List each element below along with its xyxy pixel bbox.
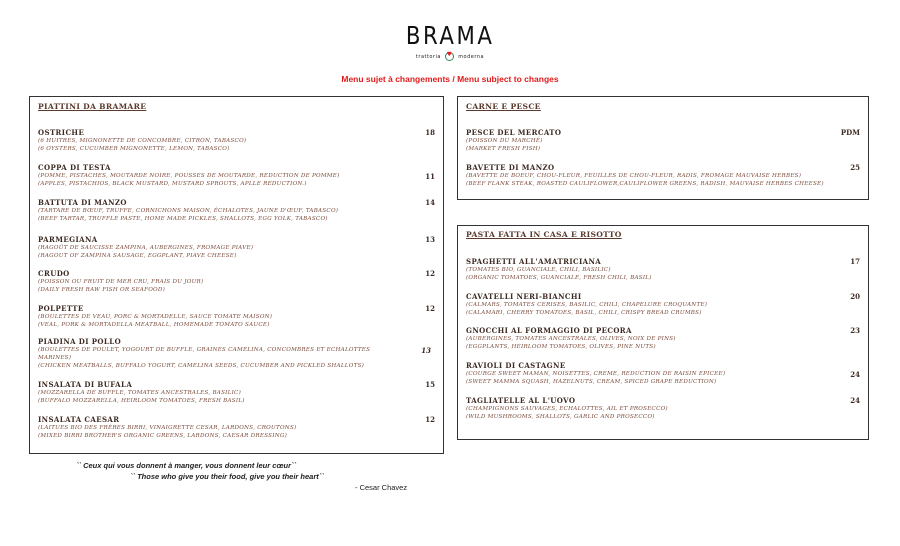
- section-carne-pesce: [457, 96, 869, 200]
- quote-author: - Cesar Chavez: [355, 483, 408, 492]
- item-name: PIADINA DI POLLO: [38, 337, 122, 346]
- item-desc-en: (MARKET FRESH FISH): [466, 146, 541, 153]
- item-desc-en: (BUFFALO MOZZARELLA, HEIRLOOM TOMATOES, FRESH BASIL): [38, 398, 245, 405]
- item-desc-fr: (AUBERGINES, TOMATES ANCESTRALES, OLIVES, NOIX DE PINS): [466, 336, 676, 342]
- item-price: 23: [850, 326, 860, 335]
- menu-item: [466, 163, 860, 188]
- item-name: BAVETTE DI MANZO: [466, 163, 555, 172]
- item-desc-fr: (COURGE SWEET MAMAN, NOISETTES, CREME, REDUCTION DE RAISIN EPICEE): [466, 371, 726, 377]
- item-price: 24: [850, 396, 860, 405]
- item-name: COPPA DI TESTA: [38, 163, 111, 172]
- item-name: PESCE DEL MERCATO: [466, 128, 562, 137]
- item-desc-fr: (POISSON DU MARCHÉ): [466, 138, 543, 144]
- item-desc-fr: (BOULETTES DE VEAU, PORC & MORTADELLE, SAUCE TOMATE MAISON): [38, 314, 273, 320]
- item-name: CAVATELLI NERI-BIANCHI: [466, 292, 582, 301]
- logo: [0, 22, 900, 50]
- item-desc-en: (RAGOUT OF ZAMPINA SAUSAGE, EGGPLANT, PIAVE CHEESE): [38, 253, 237, 260]
- item-desc-en: (VEAL, PORK & MORTADELLA MEATBALL, HOMEMADE TOMATO SAUCE): [38, 322, 270, 329]
- item-name: RAVIOLI DI CASTAGNE: [466, 361, 566, 370]
- item-price: 12: [425, 304, 435, 313]
- section-title: PIATTINI DA BRAMARE: [38, 102, 147, 111]
- menu-item: [466, 361, 860, 386]
- item-desc-en: (SWEET MAMMA SQUASH, HAZELNUTS, CREAM, SPICED GRAPE REDUCTION): [466, 379, 717, 386]
- item-desc-fr: (CHAMPIGNONS SAUVAGES, ECHALOTTES, AIL ET PROSECCO): [466, 406, 668, 412]
- item-price: 13: [421, 346, 431, 355]
- item-name: INSALATA DI BUFALA: [38, 380, 133, 389]
- quote-french: `` Ceux qui vous donnent à manger, vous donnent leur cœur``: [76, 461, 297, 470]
- menu-item: [38, 128, 435, 153]
- menu-item: [38, 304, 435, 329]
- item-price: 20: [850, 292, 860, 301]
- item-desc-en: (DAILY FRESH RAW FISH OR SEAFOOD): [38, 287, 166, 294]
- item-price: 12: [425, 269, 435, 278]
- menu-item: [38, 269, 435, 294]
- item-desc-en: (MIXED BIRRI BROTHER'S ORGANIC GREENS, LARDONS, CAESAR DRESSING): [38, 433, 288, 440]
- item-desc-en: (BEEF TARTAR, TRUFFLE PASTE, HOME MADE PICKLES, SHALLOTS, EGG YOLK, TABASCO): [38, 216, 328, 223]
- tagline-right: moderna: [458, 54, 485, 60]
- item-desc-en: (BEEF FLANK STEAK, ROASTED CAULIFLOWER,CAULIFLOWER GREENS, RADISH, MAUVAISE HERBES CHEESE): [466, 181, 824, 188]
- menu-item: [38, 163, 435, 188]
- menu-item: [38, 337, 435, 371]
- section-title: PASTA FATTA IN CASA E RISOTTO: [466, 230, 622, 239]
- menu-item: [38, 235, 435, 260]
- logo-tagline: [0, 52, 900, 61]
- item-desc-en: (ORGANIC TOMATOES, GUANCIALE, FRESH CHILI, BASIL): [466, 275, 652, 282]
- item-desc-fr: (MOZZARELLA DE BUFFLE, TOMATES ANCESTRALES, BASILIC): [38, 390, 242, 396]
- item-price: 17: [850, 257, 860, 266]
- quote-english: `` Those who give you their food, give you their heart``: [130, 472, 324, 481]
- item-price: 13: [425, 235, 435, 244]
- item-desc-fr: (TARTARE DE BŒUF, TRUFFE, CORNICHONS MAISON, ÉCHALOTES, JAUNE D'ŒUF, TABASCO): [38, 208, 339, 214]
- item-name: INSALATA CAESAR: [38, 415, 120, 424]
- section-title: CARNE E PESCE: [466, 102, 541, 111]
- menu-item: [38, 198, 435, 223]
- item-name: TAGLIATELLE AL L'UOVO: [466, 396, 576, 405]
- menu-item: [466, 292, 860, 317]
- item-desc-fr: (POISSON OU FRUIT DE MER CRU, FRAIS DU JOUR): [38, 279, 204, 285]
- item-desc-fr: (TOMATES BIO, GUANCIALE, CHILI, BASILIC): [466, 267, 611, 273]
- item-desc-en: (APPLES, PISTACHIOS, BLACK MUSTARD, MUSTARD SPROUTS, APLLE REDUCTION.): [38, 181, 307, 188]
- item-desc-en: (CHICKEN MEATBALLS, BUFFALO YOGURT, CAMELINA SEEDS, CUCUMBER AND PICKLED SHALLOTS): [38, 363, 365, 370]
- item-desc-fr: (BOULETTES DE POULET, YOGOURT DE BUFFLE, GRAINES CAMELINA, CONCOMBRES ET ECHALOTTES: [38, 347, 371, 353]
- item-desc-fr: (POMME, PISTACHES, MOUTARDE NOIRE, POUSSES DE MOUTARDE, REDUCTION DE POMME): [38, 173, 340, 179]
- item-price: 14: [425, 198, 435, 207]
- item-desc-en: (EGGPLANTS, HEIRLOOM TOMATOES, OLIVES, PINE NUTS): [466, 344, 656, 351]
- item-desc-fr: (CALMARS, TOMATES CERISES, BASILIC, CHILI, CHAPELURE CROQUANTE): [466, 302, 708, 308]
- item-name: CRUDO: [38, 269, 70, 278]
- menu-notice: Menu sujet à changements / Menu subject to changes: [341, 74, 559, 84]
- item-name: OSTRICHE: [38, 128, 85, 137]
- menu-item: [38, 380, 435, 405]
- item-name: SPAGHETTI ALL'AMATRICIANA: [466, 257, 602, 266]
- tagline-left: trattoria: [415, 54, 441, 60]
- item-price: 18: [425, 128, 435, 137]
- item-name: GNOCCHI AL FORMAGGIO DI PECORA: [466, 326, 632, 335]
- menu-item: [466, 326, 860, 351]
- item-desc-en: (CALAMARI, CHERRY TOMATOES, BASIL, CHILI, CRISPY BREAD CRUMBS): [466, 310, 702, 317]
- item-desc-en: (6 OYSTERS, CUCUMBER MIGNONETTE, LEMON, TABASCO): [38, 146, 230, 153]
- item-price: 24: [850, 370, 860, 379]
- section-pasta-risotto: [457, 225, 869, 440]
- section-piattini: [29, 96, 444, 454]
- menu-item: [466, 128, 860, 153]
- item-price: 12: [425, 415, 435, 424]
- menu-item: [466, 257, 860, 282]
- item-desc-en: (WILD MUSHROOMS, SHALLOTS, GARLIC AND PROSECCO): [466, 414, 655, 421]
- item-desc-fr: (6 HUITRES, MIGNONETTE DE CONCOMBRE, CITRON, TABASCO): [38, 138, 247, 144]
- item-price: 25: [850, 163, 860, 172]
- heart-icon: [445, 52, 454, 61]
- menu-item: [466, 396, 860, 421]
- item-desc-fr-cont: MARINES): [38, 355, 72, 362]
- item-name: POLPETTE: [38, 304, 84, 313]
- item-name: PARMEGIANA: [38, 235, 98, 244]
- item-desc-fr: (BAVETTE DE BOEUF, CHOU-FLEUR, FEUILLES DE CHOU-FLEUR, RADIS, FROMAGE MAUVAISE HERBES): [466, 173, 802, 179]
- item-price: 15: [425, 380, 435, 389]
- item-price: 11: [425, 172, 435, 181]
- item-desc-fr: (LAITUES BIO DES FRÈRES BIRRI, VINAIGRETTE CESAR, LARDONS, CROUTONS): [38, 425, 297, 431]
- item-price: PDM: [840, 128, 860, 137]
- item-desc-fr: (RAGOÛT DE SAUCISSE ZAMPINA, AUBERGINES, FROMAGE PIAVE): [38, 245, 254, 251]
- item-name: BATTUTA DI MANZO: [38, 198, 127, 207]
- menu-item: [38, 415, 435, 440]
- logo-wordmark: BRAMA: [405, 21, 495, 50]
